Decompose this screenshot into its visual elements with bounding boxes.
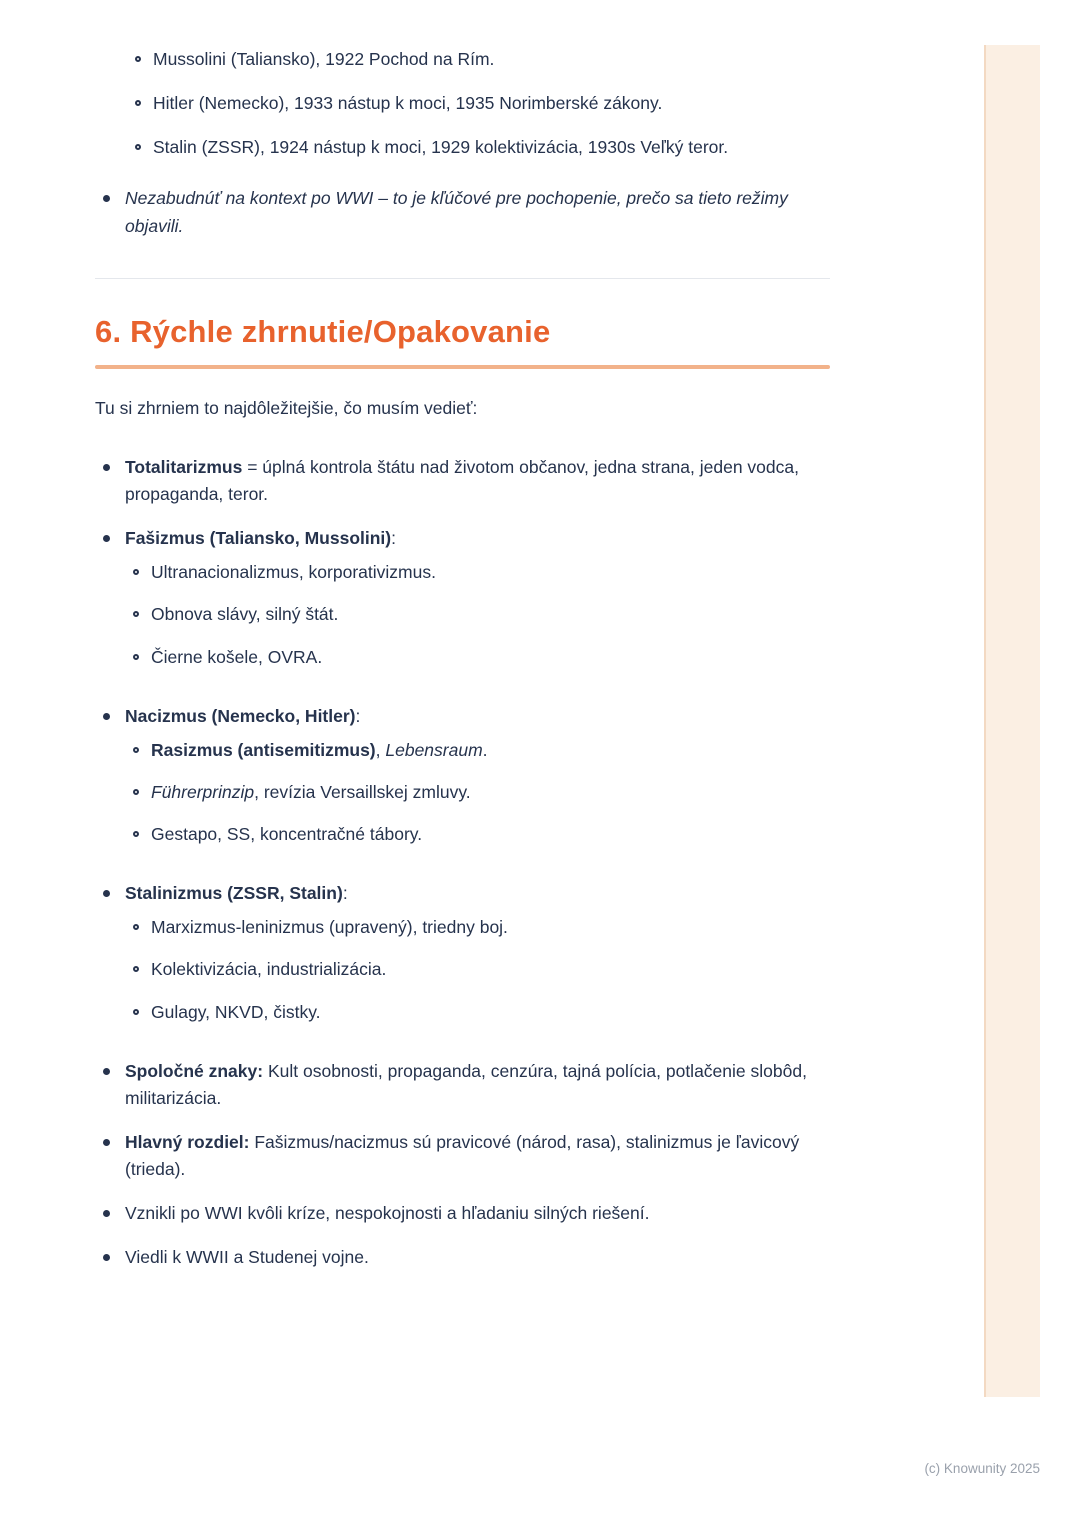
text-run: Hlavný rozdiel: [125, 1131, 250, 1152]
list-item [95, 703, 830, 864]
section-intro: Tu si zhrniem to najdôležitejšie, čo musím vedieť: [95, 397, 478, 418]
sub-list [125, 914, 830, 1025]
bullet-disc-icon [103, 890, 110, 897]
text-run: Fašizmus (Taliansko, Mussolini) [125, 528, 392, 549]
list-item-text [125, 1058, 830, 1112]
list-item-text [153, 134, 830, 161]
bullet-circle-icon [133, 789, 139, 795]
sub-list [125, 737, 830, 848]
text-run: Vznikli po WWI kvôli kríze, nespokojnosti a hľadaniu silných riešení. [125, 1203, 650, 1224]
list-item [95, 185, 830, 239]
list-item [95, 525, 830, 686]
footer-credit: (c) Knowunity 2025 [924, 1461, 1040, 1476]
list-item [127, 46, 830, 73]
list-item [125, 914, 830, 941]
list-item-text [125, 880, 830, 1041]
context-note-list [95, 185, 830, 239]
text-run: Hitler (Nemecko), 1933 nástup k moci, 1935 Norimberské zákony. [153, 93, 663, 114]
list-item-text [125, 454, 830, 508]
list-item-text [125, 1129, 830, 1183]
list-item-text [151, 821, 830, 848]
list-item-text [151, 559, 830, 586]
text-run: Kult osobnosti, propaganda, cenzúra, tajná polícia, potlačenie slobôd, militarizácia. [125, 1060, 807, 1108]
text-run: , [375, 739, 386, 760]
text-run: = úplná kontrola štátu nad životom občanov, jedna strana, jeden vodca, propaganda, teror. [125, 456, 799, 505]
bullet-disc-icon [103, 464, 110, 471]
text-run: Ultranacionalizmus, korporativizmus. [151, 562, 436, 583]
text-run: Stalin (ZSSR), 1924 nástup k moci, 1929 kolektivizácia, 1930s Veľký teror. [153, 137, 729, 158]
text-run: Nacizmus (Nemecko, Hitler) [125, 705, 356, 726]
bullet-circle-icon [135, 144, 141, 150]
text-run: Marxizmus-leninizmus (upravený), triedny boj. [151, 917, 508, 938]
list-item [125, 601, 830, 628]
list-item [125, 999, 830, 1026]
text-run: Obnova slávy, silný štát. [151, 604, 339, 625]
list-item-text [153, 90, 830, 117]
side-strip [984, 45, 1040, 1397]
text-run: Nezabudnúť na kontext po WWI – to je kľúčové pre pochopenie, prečo sa tieto režimy objavili. [125, 188, 788, 236]
bullet-circle-icon [133, 747, 139, 753]
bullet-circle-icon [133, 654, 139, 660]
list-item-text [125, 185, 830, 239]
list-item-text [151, 644, 830, 671]
text-run: Gestapo, SS, koncentračné tábory. [151, 824, 423, 845]
bullet-circle-icon [135, 56, 141, 62]
list-item [95, 1244, 830, 1271]
timeline-sublist [95, 46, 830, 161]
list-item-text [125, 1200, 830, 1227]
section-heading: 6. Rýchle zhrnutie/Opakovanie [95, 313, 551, 349]
text-run: : [342, 883, 348, 904]
section-divider [95, 278, 830, 279]
list-item-text [125, 525, 830, 686]
bullet-circle-icon [133, 611, 139, 617]
list-item [127, 90, 830, 117]
list-item [127, 134, 830, 161]
text-run: Fašizmus/nacizmus sú pravicové (národ, rasa), stalinizmus je ľavicový (trieda). [125, 1131, 800, 1180]
list-item-text [125, 1244, 830, 1271]
list-item-text [151, 601, 830, 628]
list-item-text [151, 956, 830, 983]
bullet-disc-icon [103, 1254, 110, 1261]
list-item [125, 644, 830, 671]
bullet-circle-icon [135, 100, 141, 106]
bullet-circle-icon [133, 966, 139, 972]
list-item [95, 454, 830, 508]
text-run: Čierne košele, OVRA. [151, 646, 323, 667]
document-content [95, 46, 830, 1288]
text-run: Mussolini (Taliansko), 1922 Pochod na Rím. [153, 49, 495, 69]
text-run: Rasizmus (antisemitizmus) [151, 739, 376, 760]
bullet-disc-icon [103, 1068, 110, 1075]
bullet-disc-icon [103, 535, 110, 542]
list-item-text [153, 46, 830, 73]
list-item [95, 1200, 830, 1227]
heading-underline [95, 365, 830, 369]
bullet-disc-icon [103, 195, 110, 202]
summary-list [95, 454, 830, 1272]
bullet-circle-icon [133, 924, 139, 930]
list-item-text [151, 999, 830, 1026]
text-run: Lebensraum [385, 739, 483, 760]
sub-list [125, 559, 830, 670]
text-run: Spoločné znaky: [125, 1060, 264, 1081]
list-item-text [151, 914, 830, 941]
bullet-disc-icon [103, 1139, 110, 1146]
text-run: : [355, 705, 361, 726]
text-run: Gulagy, NKVD, čistky. [151, 1001, 321, 1022]
bullet-disc-icon [103, 1210, 110, 1217]
list-item [95, 1129, 830, 1183]
bullet-circle-icon [133, 569, 139, 575]
text-run: Totalitarizmus [125, 456, 243, 477]
bullet-circle-icon [133, 1009, 139, 1015]
list-item [125, 779, 830, 806]
text-run: Kolektivizácia, industrializácia. [151, 959, 387, 980]
bullet-circle-icon [133, 831, 139, 837]
text-run: , revízia Versaillskej zmluvy. [254, 781, 471, 802]
list-item [125, 559, 830, 586]
text-run: Führerprinzip [151, 781, 255, 802]
bullet-disc-icon [103, 713, 110, 720]
text-run: : [391, 528, 396, 549]
list-item-text [151, 737, 830, 764]
list-item [125, 821, 830, 848]
list-item [125, 956, 830, 983]
list-item [95, 880, 830, 1041]
list-item-text [151, 779, 830, 806]
list-item [95, 1058, 830, 1112]
text-run: . [482, 739, 488, 760]
text-run: Stalinizmus (ZSSR, Stalin) [125, 883, 343, 904]
list-item [125, 737, 830, 764]
text-run: Viedli k WWII a Studenej vojne. [125, 1247, 369, 1268]
list-item-text [125, 703, 830, 864]
